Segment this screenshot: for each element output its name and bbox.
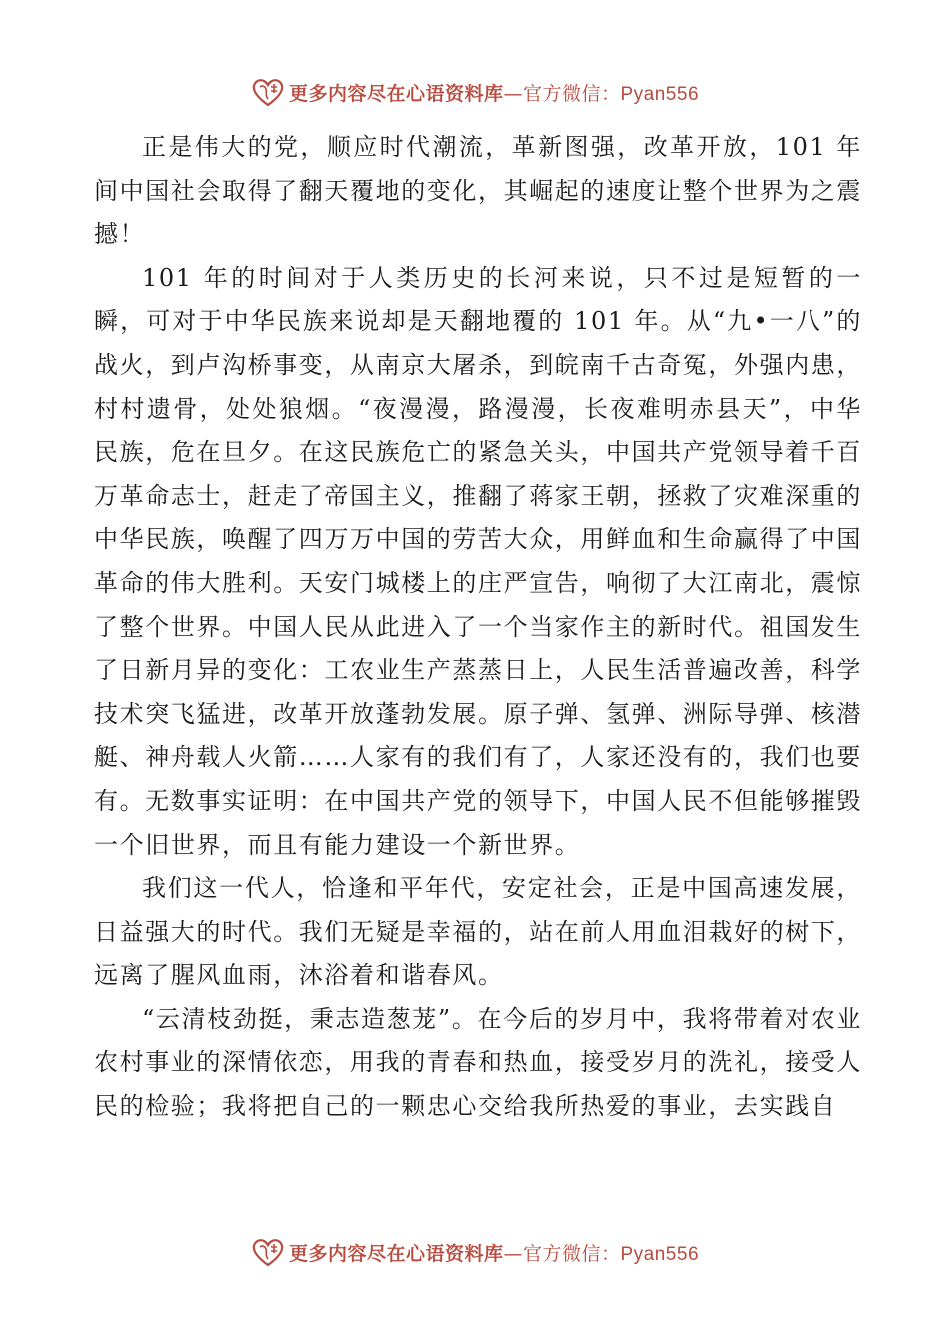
footer-dash: — (503, 1242, 523, 1265)
paragraph-1: 正是伟大的党，顺应时代潮流，革新图强，改革开放，101 年间中国社会取得了翻天覆地的变化，其崛起的速度让整个世界为之震撼！ (94, 133, 862, 249)
footer-banner (0, 1232, 950, 1272)
header-banner-text (289, 79, 699, 106)
header-wechat-label: 官方微信： (522, 82, 621, 105)
header-account: Pyan556 (620, 83, 700, 105)
footer-brand: 更多内容尽在心语资料库 (288, 1242, 504, 1265)
header-banner (0, 72, 950, 112)
heart-logo-icon (251, 75, 285, 109)
header-dash: — (503, 82, 523, 105)
footer-account: Pyan556 (620, 1243, 700, 1265)
paragraph-4: “云清枝劲挺，秉志造葱茏”。在今后的岁月中，我将带着对农业农村事业的深情依恋，用我的青春和热血，接受岁月的洗礼，接受人民的检验；我将把自己的一颗忠心交给我所热爱的事业，去实践自 (94, 1004, 862, 1121)
header-brand: 更多内容尽在心语资料库 (288, 82, 504, 105)
paragraph-2: 101 年的时间对于人类历史的长河来说，只不过是短暂的一瞬，可对于中华民族来说却是天翻地覆的 101 年。从“九•一八”的战火，到卢沟桥事变，从南京大屠杀，到皖南千古奇冤，外强内患，村村遗骨，处处狼烟。“夜漫漫，路漫漫，长夜难明赤县天”，中华民族，危在旦夕。在这民族危亡的紧急关头，中国共产党领导着千百万革命志士，赶走了帝国主义，推翻了蒋家王朝，拯救了灾难深重的中华民族，唤醒了四万万中国的劳苦大众，用鲜血和生命赢得了中国革命的伟大胜利。天安门城楼上的庄严宣告，响彻了大江南北，震惊了整个世界。中国人民从此进入了一个当家作主的新时代。祖国发生了日新月异的变化：工农业生产蒸蒸日上，人民生活普遍改善，科学技术突飞猛进，改革开放蓬勃发展。原子弹、氢弹、洲际导弹、核潜艇、神舟载人火箭……人家有的我们有了，人家还没有的，我们也要有。无数事实证明：在中国共产党的领导下，中国人民不但能够摧毁一个旧世界，而且有能力建设一个新世界。 (94, 263, 862, 859)
footer-wechat-label: 官方微信： (522, 1242, 621, 1265)
paragraph-3: 我们这一代人，恰逢和平年代，安定社会，正是中国高速发展，日益强大的时代。我们无疑是幸福的，站在前人用血泪栽好的树下，远离了腥风血雨，沐浴着和谐春风。 (94, 874, 862, 990)
document-body (94, 126, 862, 1129)
heart-logo-icon (251, 1235, 285, 1269)
footer-banner-text (289, 1239, 699, 1266)
